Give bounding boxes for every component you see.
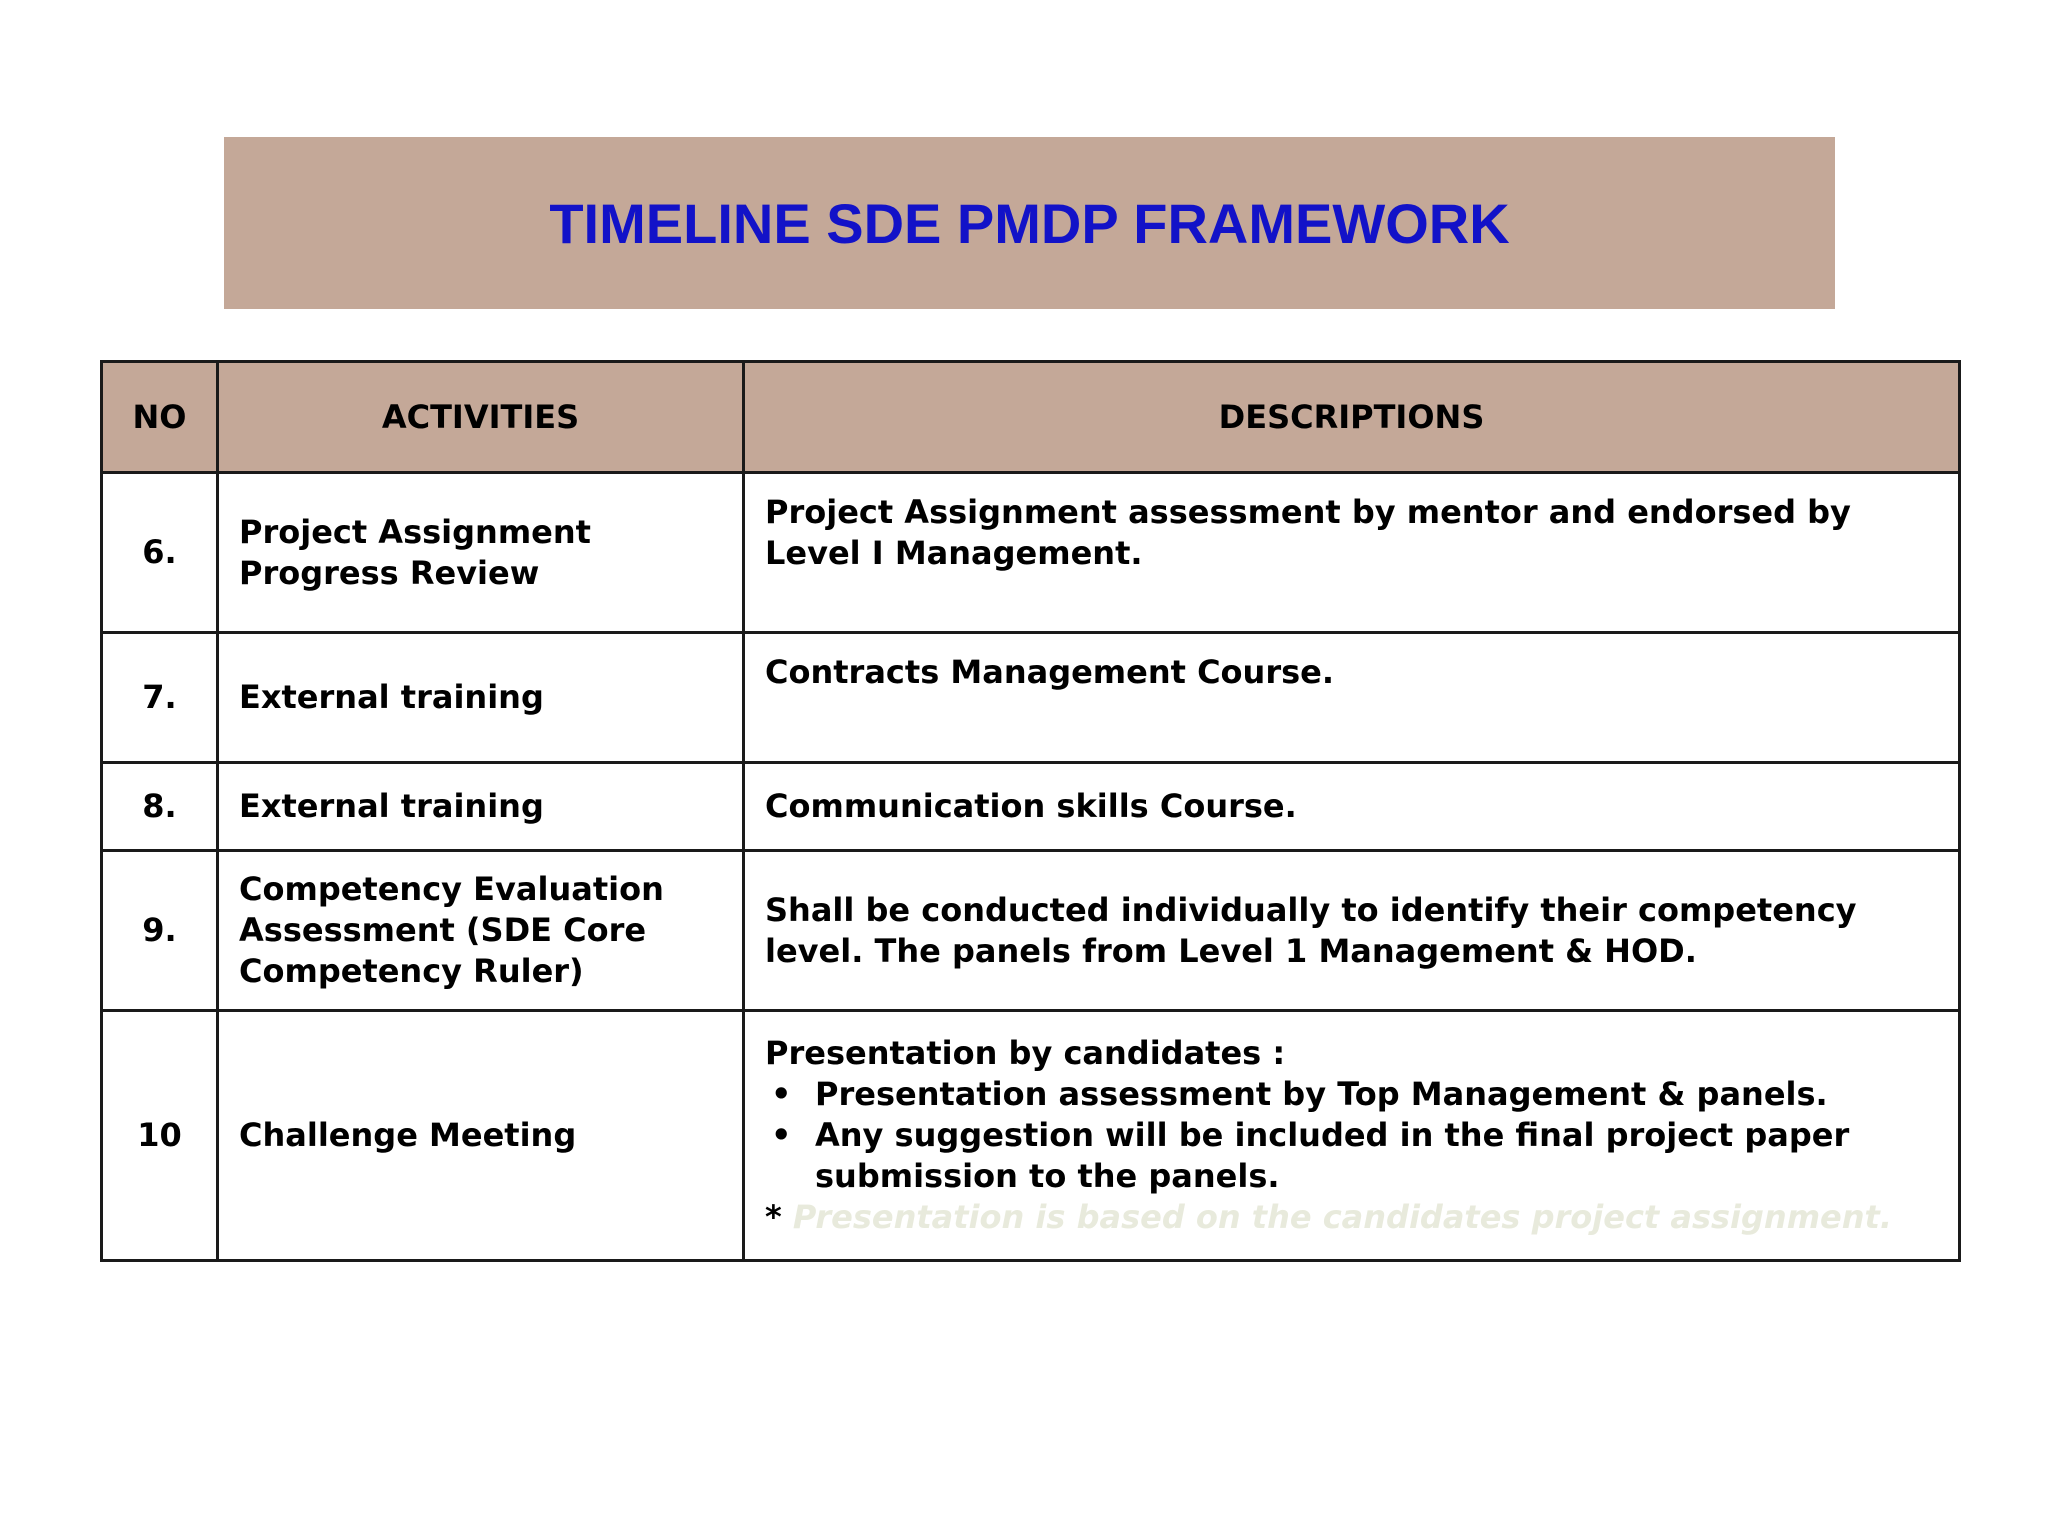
bullet-text: Presentation assessment by Top Management & panels. (815, 1075, 1828, 1113)
table-row (102, 851, 1960, 1011)
table-header-row (102, 362, 1960, 473)
row-description: Communication skills Course. (744, 763, 1960, 851)
row-activity: External training (218, 633, 744, 763)
row-description: Shall be conducted individually to identify their competency level. The panels from Level 1 Management & HOD. (744, 851, 1960, 1011)
bullet-list (765, 1074, 1938, 1197)
page-title: TIMELINE SDE PMDP FRAMEWORK (549, 191, 1510, 255)
row-number: 10 (102, 1011, 218, 1261)
row-number: 9. (102, 851, 218, 1011)
note-line (765, 1197, 1938, 1238)
row-activity: External training (218, 763, 744, 851)
framework-table (100, 360, 1961, 1262)
bullet-icon: • (771, 1075, 792, 1113)
bullet-item (765, 1074, 1938, 1115)
table-row (102, 763, 1960, 851)
header-no: NO (102, 362, 218, 473)
note-asterisk: * (765, 1198, 782, 1236)
header-descriptions: DESCRIPTIONS (744, 362, 1960, 473)
row-number: 7. (102, 633, 218, 763)
row-description: Contracts Management Course. (744, 633, 1960, 763)
table-row (102, 473, 1960, 633)
row-number: 8. (102, 763, 218, 851)
bullet-item (765, 1115, 1938, 1197)
description-intro: Presentation by candidates : (765, 1034, 1286, 1072)
title-banner (224, 137, 1835, 309)
row-description: Project Assignment assessment by mentor and endorsed by Level I Management. (744, 473, 1960, 633)
bullet-icon: • (771, 1116, 792, 1154)
table-row (102, 1011, 1960, 1261)
row-activity: Challenge Meeting (218, 1011, 744, 1261)
row-activity: Project Assignment Progress Review (218, 473, 744, 633)
row-activity: Competency Evaluation Assessment (SDE Core Competency Ruler) (218, 851, 744, 1011)
header-activities: ACTIVITIES (218, 362, 744, 473)
row-description (744, 1011, 1960, 1261)
bullet-text: Any suggestion will be included in the final project paper submission to the panels. (815, 1116, 1850, 1195)
note-text: Presentation is based on the candidates project assignment. (792, 1198, 1892, 1236)
table-row (102, 633, 1960, 763)
row-number: 6. (102, 473, 218, 633)
